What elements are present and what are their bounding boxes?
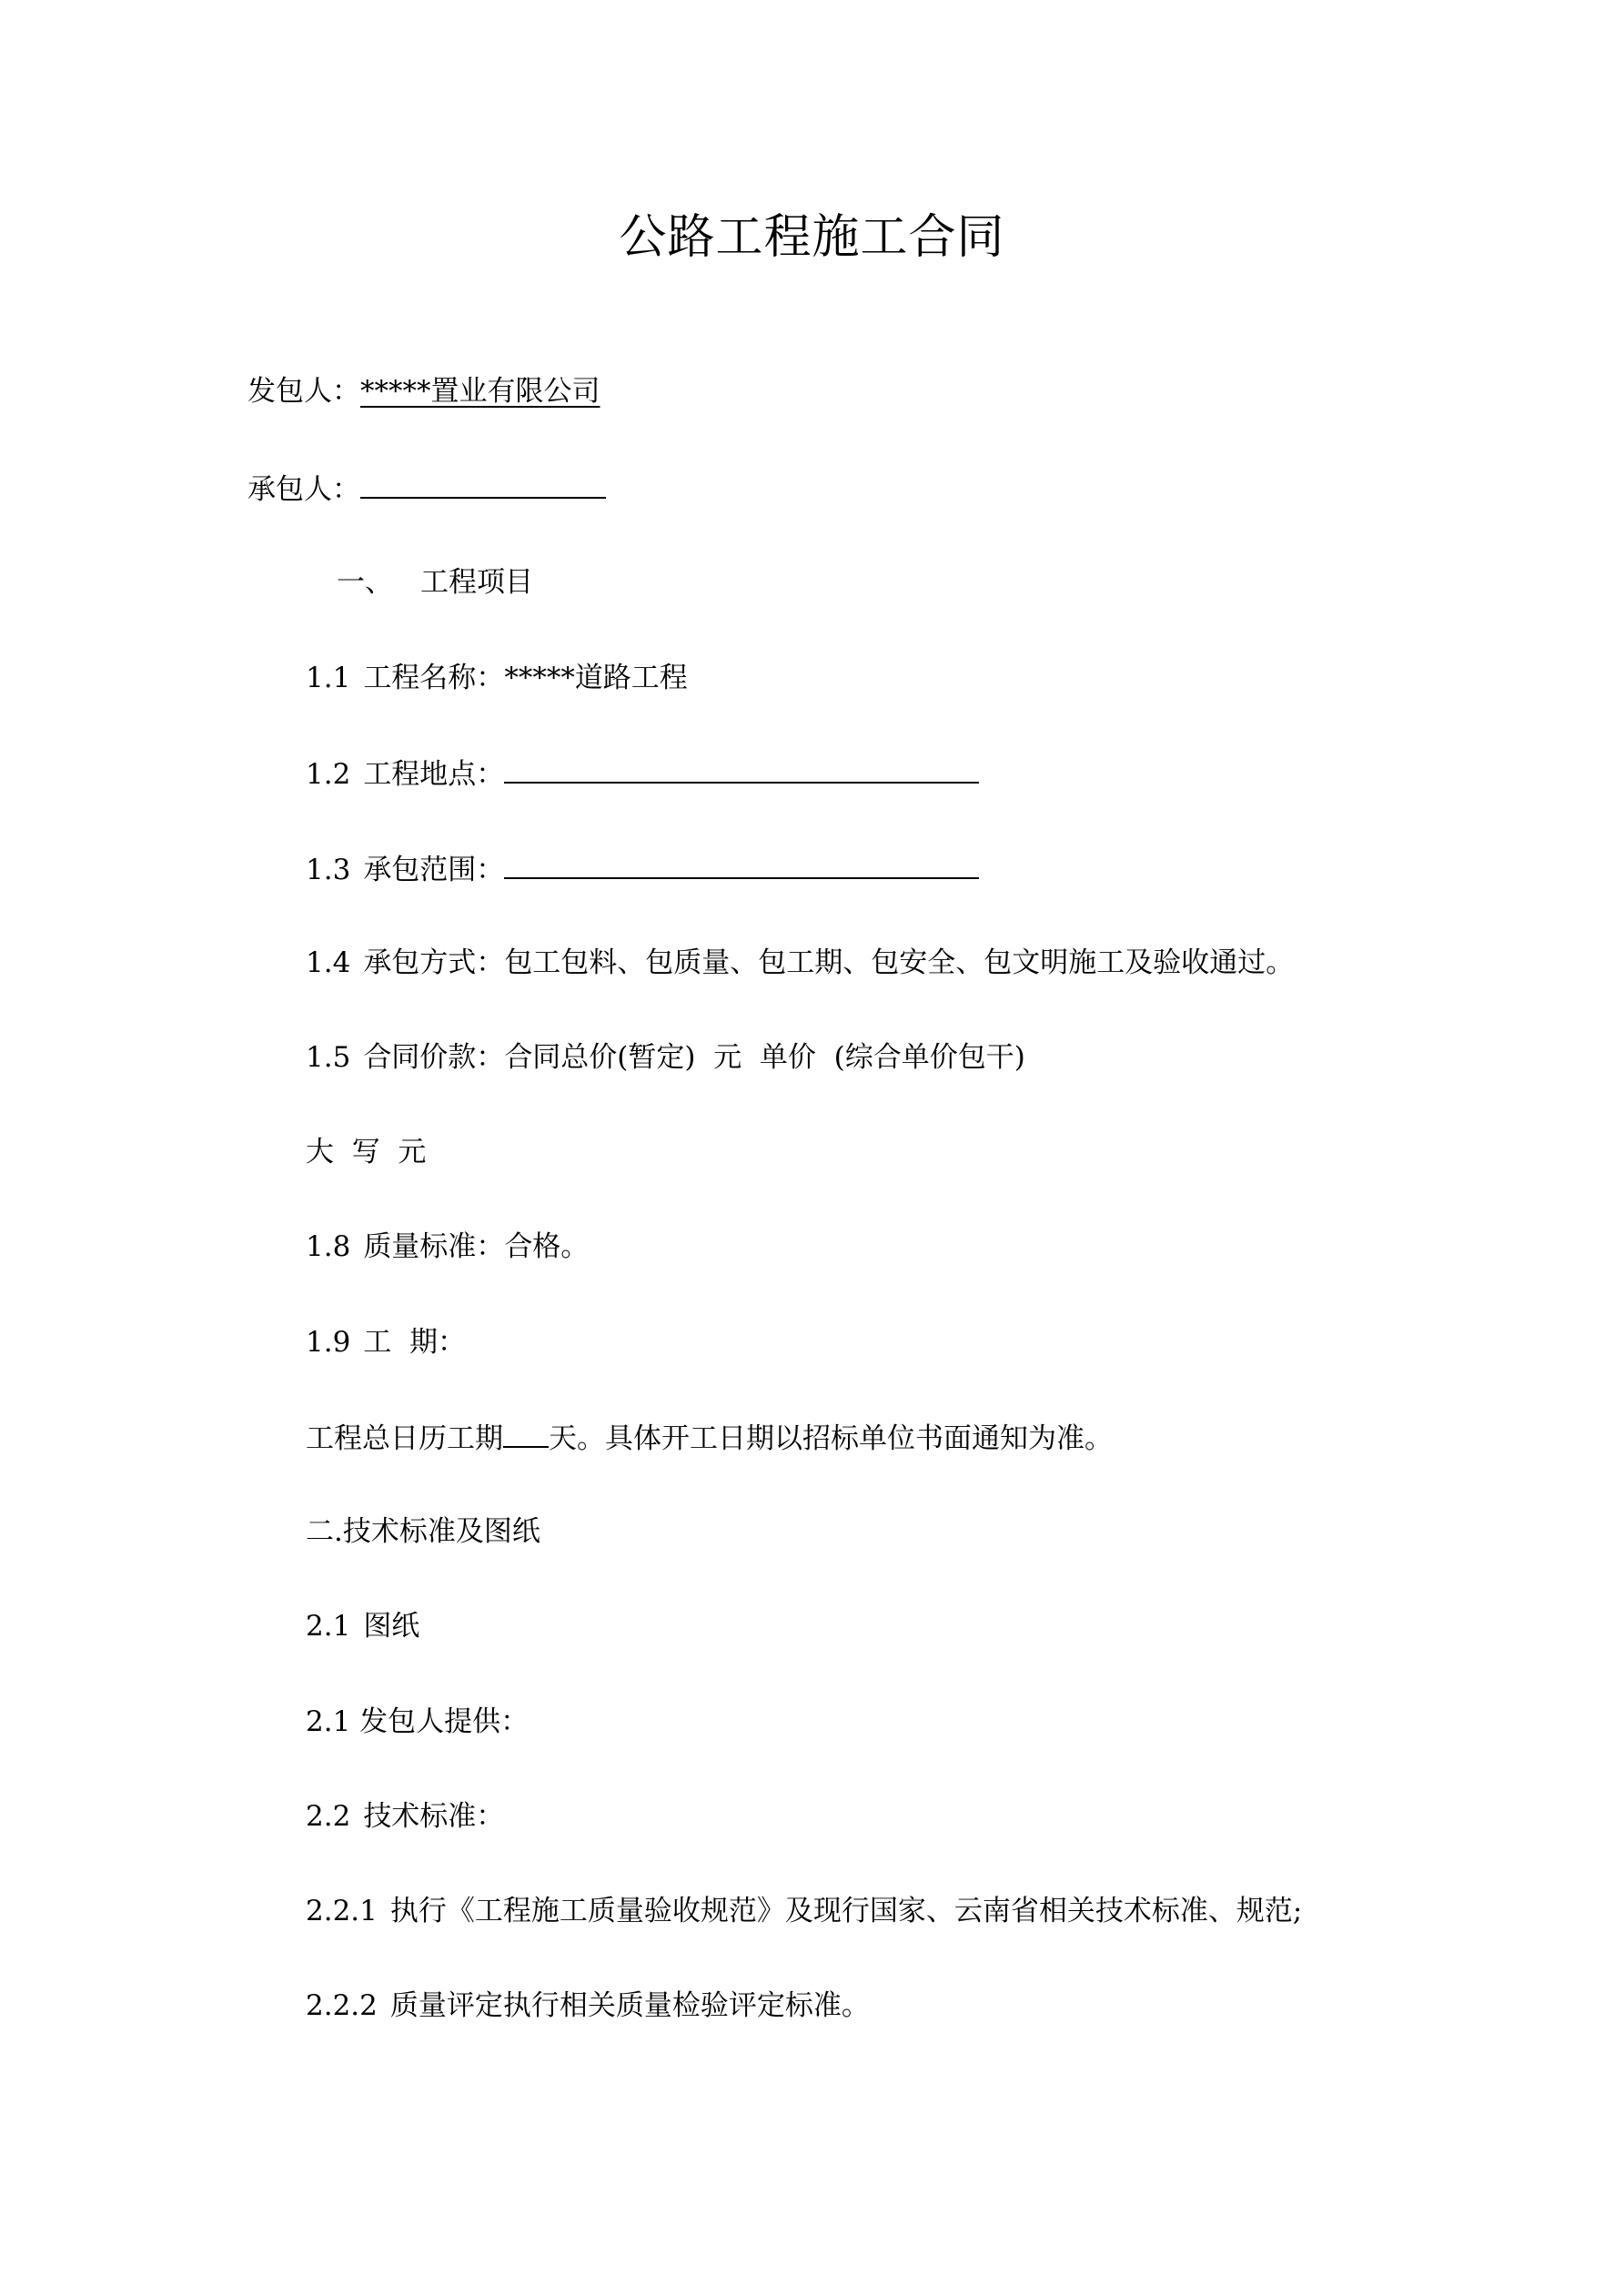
item-text: 质量评定执行相关质量检验评定标准。	[389, 1989, 870, 2022]
item-blank	[504, 754, 979, 784]
item-label: 工程地点：	[363, 758, 505, 791]
item-value: 合格。	[504, 1230, 590, 1263]
item-label: 工 期：	[363, 1326, 467, 1359]
item-number: 2.1	[306, 1610, 351, 1643]
employer-value: *****置业有限公司	[360, 375, 600, 408]
item-2-1-provided: 2.1 发包人提供：	[306, 1705, 530, 1738]
item-blank	[504, 850, 979, 879]
contractor-label: 承包人：	[247, 473, 360, 506]
item-1-2	[306, 754, 979, 793]
period-text-after: 天。具体开工日期以招标单位书面通知为准。	[549, 1422, 1113, 1455]
item-label: 合同价款：	[363, 1041, 505, 1074]
section1-heading	[337, 564, 533, 601]
item-number: 2.2	[306, 1800, 351, 1833]
item-number: 1.5	[306, 1041, 351, 1074]
section1-heading-num: 一、	[337, 566, 393, 599]
period-days-blank	[503, 1419, 549, 1448]
item-label: 工程名称：	[363, 662, 505, 694]
contractor-line	[247, 470, 606, 508]
item-label: 图纸	[363, 1610, 420, 1643]
item-number: 1.9	[306, 1326, 351, 1359]
item-1-8	[306, 1229, 589, 1265]
period-text-before: 工程总日历工期	[306, 1422, 503, 1455]
item-value: *****道路工程	[504, 662, 688, 694]
item-label: 技术标准：	[363, 1800, 505, 1833]
item-value: 合同总价(暂定) 元 单价 (综合单价包干)	[504, 1041, 1025, 1074]
item-number: 1.3	[306, 854, 351, 886]
item-number: 2.2.1	[306, 1895, 378, 1927]
contractor-blank	[360, 470, 606, 499]
item-1-4	[306, 945, 1294, 981]
document-title: 公路工程施工合同	[619, 210, 1005, 265]
item-1-3	[306, 850, 979, 888]
item-number: 1.2	[306, 758, 351, 791]
employer-label: 发包人：	[247, 375, 360, 408]
item-number: 1.1	[306, 662, 351, 694]
amount-in-words: 大 写 元	[306, 1136, 427, 1168]
item-1-5	[306, 1039, 1025, 1076]
section2-heading: 二.技术标准及图纸	[306, 1515, 540, 1548]
item-number: 1.4	[306, 946, 351, 979]
item-2-2-1	[306, 1893, 1302, 1929]
item-value: 包工包料、包质量、包工期、包安全、包文明施工及验收通过。	[504, 946, 1295, 979]
period-text	[306, 1419, 1113, 1457]
item-1-9	[306, 1324, 466, 1360]
item-2-1-drawings	[306, 1608, 419, 1644]
item-text: 执行《工程施工质量验收规范》及现行国家、云南省相关技术标准、规范;	[389, 1895, 1303, 1927]
item-label: 质量标准：	[363, 1230, 505, 1263]
item-1-1	[306, 660, 688, 696]
employer-line	[247, 373, 600, 410]
item-2-2	[306, 1798, 504, 1835]
item-label: 承包范围：	[363, 854, 505, 886]
item-label: 承包方式：	[363, 946, 505, 979]
item-2-2-2	[306, 1988, 870, 2024]
section1-heading-text: 工程项目	[420, 566, 533, 599]
item-number: 2.2.2	[306, 1989, 378, 2022]
item-number: 1.8	[306, 1230, 351, 1263]
